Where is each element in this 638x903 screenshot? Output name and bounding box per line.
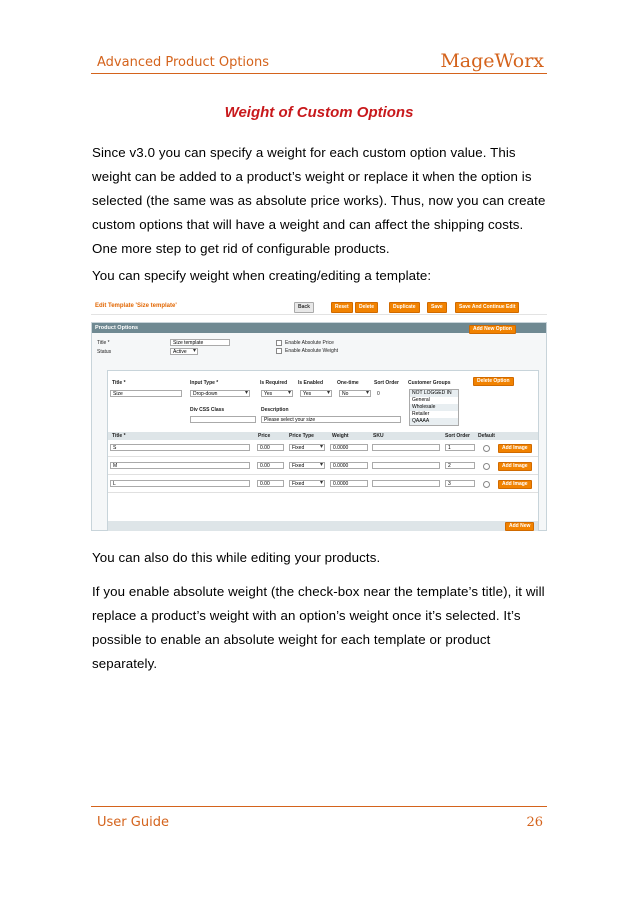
paragraph-intro: Since v3.0 you can specify a weight for each custom option value. This weight can be added to a product’s weight or replace it when the option is selected (the same was as absolute price works). Thus, now you can create custom options that will have a weight and can affect the shipping costs. One more step to get rid of configurable products. [92, 145, 546, 256]
weight-input[interactable]: 0.0000 [330, 480, 368, 487]
delete-button[interactable]: Delete [355, 302, 378, 313]
value-sort-order-header: Sort Order [445, 433, 471, 439]
div-css-input[interactable] [190, 416, 256, 423]
save-button[interactable]: Save [427, 302, 447, 313]
one-time-header: One-time [337, 380, 359, 386]
add-new-row-button[interactable]: Add New [505, 522, 534, 531]
default-radio[interactable] [483, 463, 490, 470]
value-sort-order-input[interactable]: 2 [445, 462, 475, 469]
default-radio[interactable] [483, 445, 490, 452]
value-title-input[interactable]: S [110, 444, 250, 451]
sku-header: SKU [373, 433, 384, 439]
customer-group-item[interactable]: QAAAA [410, 418, 458, 425]
paragraph-products: You can also do this while editing your products. [92, 550, 381, 565]
sort-order-header: Sort Order [374, 380, 400, 386]
weight-header: Weight [332, 433, 349, 439]
value-title-header: Title * [112, 433, 126, 439]
input-type-header: Input Type * [190, 380, 219, 386]
value-title-input[interactable]: M [110, 462, 250, 469]
absolute-price-checkbox[interactable] [276, 340, 282, 346]
default-header: Default [478, 433, 495, 439]
absolute-price-label: Enable Absolute Price [285, 340, 334, 346]
add-new-option-button[interactable]: Add New Option [469, 325, 516, 334]
value-title-input[interactable]: L [110, 480, 250, 487]
is-required-select[interactable]: Yes ▾ [261, 390, 293, 397]
save-continue-button[interactable]: Save And Continue Edit [455, 302, 519, 313]
description-label: Description [261, 407, 289, 413]
price-header: Price [258, 433, 271, 439]
customer-group-item[interactable]: Retailer [412, 411, 430, 417]
price-type-select[interactable]: Fixed ▾ [289, 462, 325, 469]
option-title-header: Title * [112, 380, 126, 386]
paragraph-absolute-weight: If you enable absolute weight (the check-box near the template’s title), it will replace a product’s weight with an option’s weight once it’s selected. It’s possible to enable an absolute weight for each template or product separately. [92, 584, 545, 671]
table-row [108, 460, 538, 475]
title-label: Title * [97, 340, 110, 346]
header-brand: MageWorx [440, 50, 544, 72]
add-image-button[interactable]: Add Image [498, 480, 532, 489]
panel-title: Product Options [92, 323, 546, 333]
price-type-header: Price Type [289, 433, 314, 439]
custom-option-block [107, 370, 539, 531]
weight-input[interactable]: 0.0000 [330, 444, 368, 451]
weight-input[interactable]: 0.0000 [330, 462, 368, 469]
customer-group-item[interactable]: NOT LOGGED IN [410, 390, 458, 397]
default-radio[interactable] [483, 481, 490, 488]
price-input[interactable]: 0.00 [257, 444, 284, 451]
description-input[interactable]: Please select your size [261, 416, 401, 423]
values-footer [108, 521, 538, 531]
one-time-select[interactable]: No ▾ [339, 390, 371, 397]
div-css-label: Div CSS Class [190, 407, 225, 413]
price-input[interactable]: 0.00 [257, 480, 284, 487]
absolute-weight-label: Enable Absolute Weight [285, 348, 339, 354]
header-product-name: Advanced Product Options [97, 55, 269, 70]
is-enabled-header: Is Enabled [298, 380, 324, 386]
section-title: Weight of Custom Options [224, 104, 414, 121]
customer-group-item[interactable]: Wholesale [410, 404, 458, 411]
header-divider [91, 73, 547, 74]
price-input[interactable]: 0.00 [257, 462, 284, 469]
price-type-select[interactable]: Fixed ▾ [289, 444, 325, 451]
sku-input[interactable] [372, 444, 440, 451]
sku-input[interactable] [372, 462, 440, 469]
customer-group-item[interactable]: General [412, 397, 430, 403]
customer-groups-header: Customer Groups [408, 380, 451, 386]
admin-screenshot [91, 298, 547, 531]
sku-input[interactable] [372, 480, 440, 487]
page-number: 26 [526, 815, 543, 830]
absolute-weight-checkbox[interactable] [276, 348, 282, 354]
status-select[interactable]: Active ▾ [170, 348, 198, 355]
delete-option-button[interactable]: Delete Option [473, 377, 514, 386]
table-row [108, 442, 538, 457]
duplicate-button[interactable]: Duplicate [389, 302, 420, 313]
is-enabled-select[interactable]: Yes ▾ [300, 390, 332, 397]
input-type-select[interactable]: Drop-down ▾ [190, 390, 250, 397]
option-title-input[interactable]: Size [110, 390, 182, 397]
template-title-input[interactable]: Size template [170, 339, 230, 346]
customer-groups-list[interactable] [409, 389, 459, 426]
paragraph-template: You can specify weight when creating/editing a template: [92, 268, 432, 283]
table-row [108, 478, 538, 493]
back-button[interactable]: Back [294, 302, 314, 313]
add-image-button[interactable]: Add Image [498, 444, 532, 453]
reset-button[interactable]: Reset [331, 302, 353, 313]
footer-label: User Guide [97, 815, 169, 830]
value-sort-order-input[interactable]: 3 [445, 480, 475, 487]
status-label: Status [97, 349, 112, 355]
is-required-header: Is Required [260, 380, 288, 386]
add-image-button[interactable]: Add Image [498, 462, 532, 471]
sort-order-value: 0 [377, 391, 380, 397]
edit-bar [91, 298, 547, 315]
edit-template-title: Edit Template 'Size template' [95, 303, 177, 309]
value-sort-order-input[interactable]: 1 [445, 444, 475, 451]
product-options-panel [91, 322, 547, 531]
price-type-select[interactable]: Fixed ▾ [289, 480, 325, 487]
values-header-row [108, 432, 538, 440]
footer-divider [91, 806, 547, 807]
